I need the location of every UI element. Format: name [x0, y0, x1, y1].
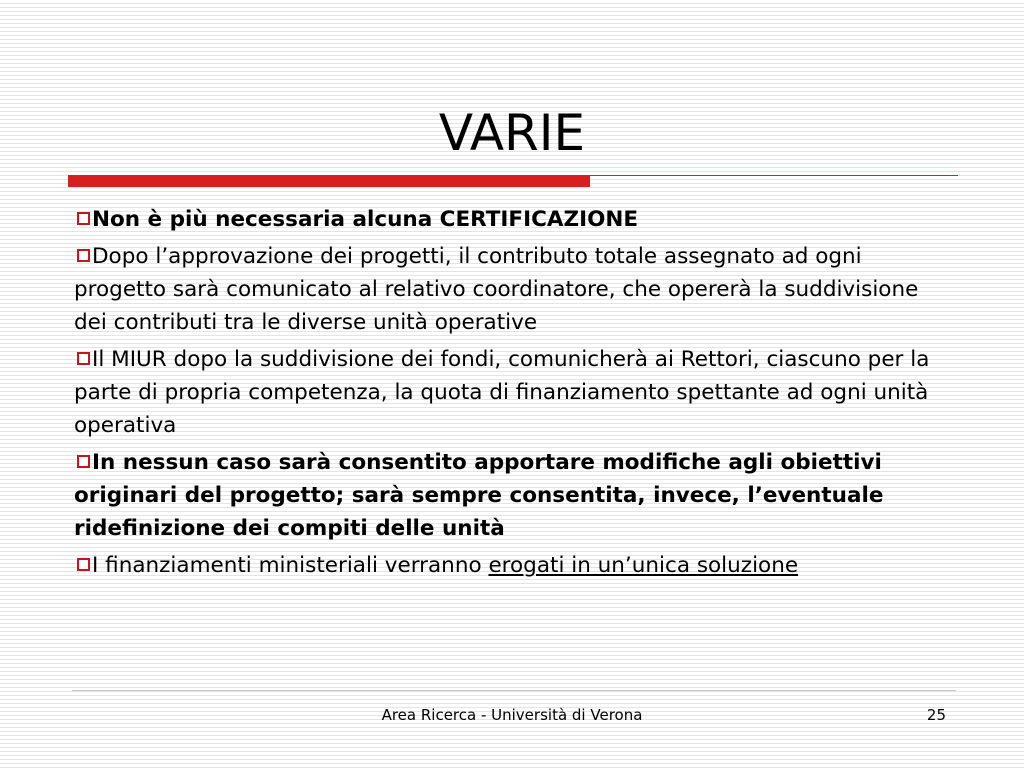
slide-title: VARIE	[438, 104, 586, 162]
page-number: 25	[926, 706, 946, 724]
bullet-item	[74, 446, 952, 545]
bullet-item	[74, 343, 952, 442]
bullet-text: Dopo l’approvazione dei progetti, il contributo totale assegnato ad ogni progetto sarà comunicato al relativo coordinatore, che opererà la suddivisione dei contributi tra le diverse unità operative	[74, 244, 919, 335]
title-divider-bar	[68, 175, 590, 187]
bullet-text: I finanziamenti ministeriali verranno	[92, 553, 489, 578]
hollow-square-icon	[77, 558, 90, 571]
bullet-item	[74, 240, 952, 339]
hollow-square-icon	[77, 455, 90, 468]
footer-text: Area Ricerca - Università di Verona	[381, 706, 643, 724]
footer-divider	[72, 690, 956, 691]
title-divider	[68, 175, 958, 187]
bullet-list	[74, 203, 952, 586]
bullet-item	[74, 549, 952, 582]
hollow-square-icon	[77, 249, 90, 262]
hollow-square-icon	[77, 212, 90, 225]
bullet-item	[74, 203, 952, 236]
bullet-text: Non è più necessaria alcuna CERTIFICAZIONE	[92, 207, 639, 232]
title-divider-line	[590, 175, 958, 176]
bullet-text: Il MIUR dopo la suddivisione dei fondi, comunicherà ai Rettori, ciascuno per la parte di propria competenza, la quota di finanziamento spettante ad ogni unità operativa	[74, 347, 930, 438]
bullet-text: In nessun caso sarà consentito apportare modifiche agli obiettivi originari del progetto; sarà sempre consentita, invece, l’eventuale ridefinizione dei compiti delle unità	[74, 450, 884, 541]
underlined-text: erogati in un’unica soluzione	[488, 553, 799, 578]
hollow-square-icon	[77, 352, 90, 365]
